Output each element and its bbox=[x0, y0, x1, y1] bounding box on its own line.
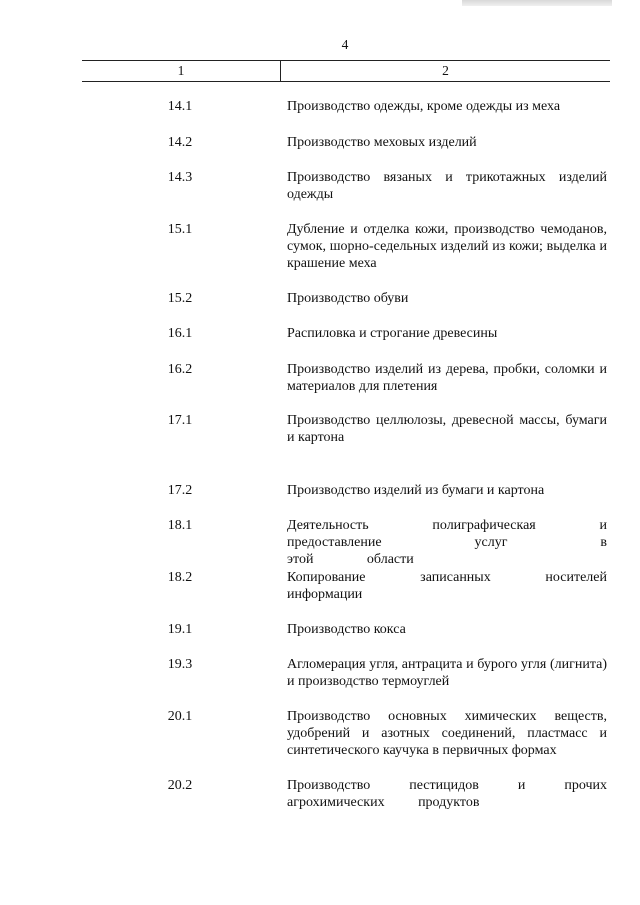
activity-description: Производство основных химических веществ, удобрений и азотных соединений, пластмасс и синтетического каучука в первичных формах bbox=[287, 709, 607, 758]
activity-code: 18.2 bbox=[167, 570, 193, 585]
activity-description: Дубление и отделка кожи, производство чемоданов, сумок, шорно-седельных изделий из кожи; выделка и крашение меха bbox=[287, 222, 607, 271]
activity-code: 19.1 bbox=[167, 622, 193, 637]
activity-code: 18.1 bbox=[167, 518, 193, 533]
activity-code: 19.3 bbox=[167, 657, 193, 672]
activity-description: Агломерация угля, антрацита и бурого угля (лигнита) и производство термоуглей bbox=[287, 657, 607, 689]
activity-description: Производство вязаных и трикотажных изделий одежды bbox=[287, 170, 607, 202]
activity-code: 14.1 bbox=[167, 99, 193, 114]
activity-description: Распиловка и строгание древесины bbox=[287, 326, 498, 341]
activity-description: Производство обуви bbox=[287, 291, 409, 306]
activity-description: Производство одежды, кроме одежды из меха bbox=[287, 99, 561, 114]
activity-code: 17.1 bbox=[167, 413, 193, 428]
scan-artifact bbox=[462, 0, 612, 6]
table-header bbox=[82, 60, 610, 82]
activity-description: Деятельность полиграфическая и предоставление услуг в этой области bbox=[287, 518, 607, 567]
activity-description: Производство меховых изделий bbox=[287, 135, 477, 150]
activity-description: Производство изделий из дерева, пробки, соломки и материалов для плетения bbox=[287, 362, 607, 394]
column-header-1: 1 bbox=[177, 63, 185, 78]
activity-code: 16.1 bbox=[167, 326, 193, 341]
column-header-2: 2 bbox=[442, 63, 449, 78]
activity-code: 20.1 bbox=[167, 709, 193, 724]
activity-code: 20.2 bbox=[167, 778, 193, 793]
activity-code: 15.2 bbox=[167, 291, 193, 306]
activity-description: Производство целлюлозы, древесной массы, бумаги и картона bbox=[287, 413, 607, 445]
activity-description: Производство кокса bbox=[287, 622, 406, 637]
activity-code: 15.1 bbox=[167, 222, 193, 237]
activity-code: 16.2 bbox=[167, 362, 193, 377]
activity-description: Копирование записанных носителей информации bbox=[287, 570, 607, 602]
activity-description: Производство изделий из бумаги и картона bbox=[287, 483, 545, 498]
activity-code: 17.2 bbox=[167, 483, 193, 498]
activity-code: 14.3 bbox=[167, 170, 193, 185]
page-number: 4 bbox=[341, 37, 349, 52]
activity-description: Производство пестицидов и прочих агрохимических продуктов bbox=[287, 778, 607, 810]
activity-code: 14.2 bbox=[167, 135, 193, 150]
